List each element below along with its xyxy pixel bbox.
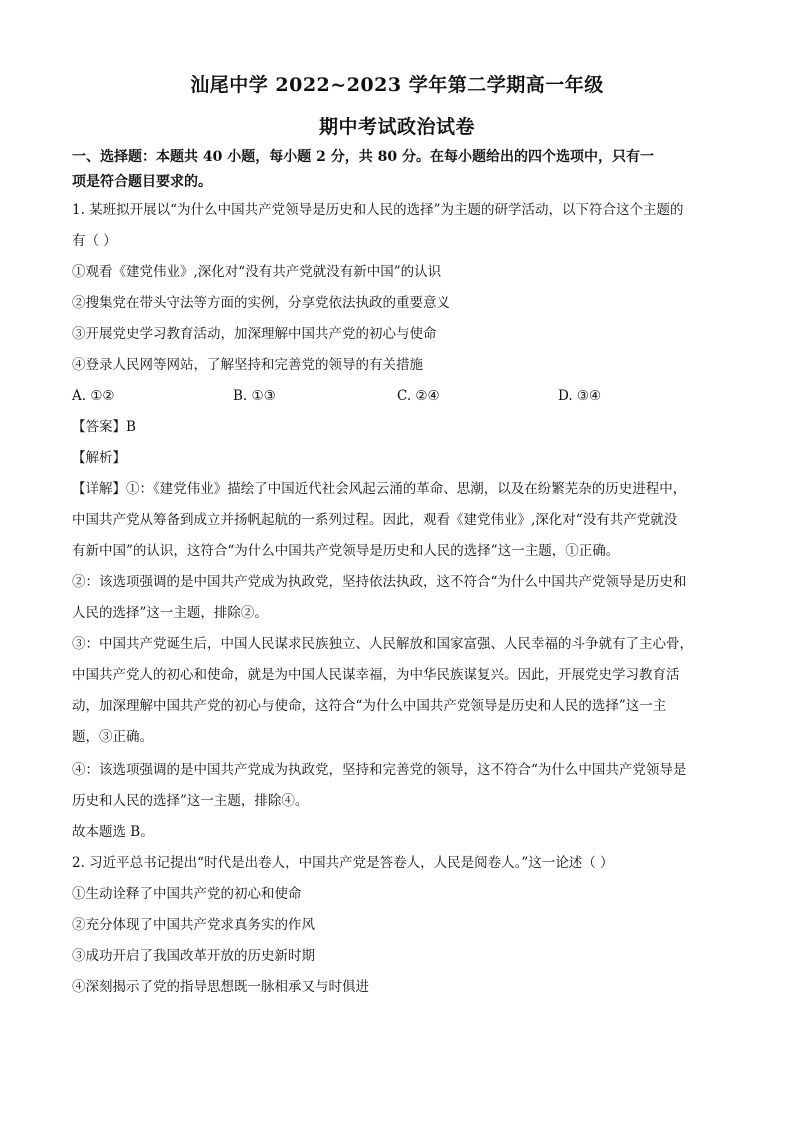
q1-answer: 【答案】B (72, 419, 136, 435)
q1-option-b: B. ①③ (233, 388, 276, 404)
q1-stem-line-2: 有（ ） (72, 233, 117, 249)
q1-item-1: ①观看《建党伟业》,深化对“没有共产党就没有新中国”的认识 (72, 264, 442, 280)
q1-detail-line-2: 中国共产党从筹备到成立并扬帆起航的一系列过程。因此，观看《建党伟业》,深化对“没有共产党就没 (72, 512, 678, 528)
section-heading-line-1: 一、选择题：本题共 40 小题，每小题 2 分，共 80 分。在每小题给出的四个选项中，只有一 (72, 149, 654, 165)
q1-option-a: A. ①② (72, 388, 115, 404)
q1-detail-line-3: 有新中国”的认识，这符合“为什么中国共产党领导是历史和人民的选择”这一主题，①正确。 (72, 543, 620, 559)
q1-item-4: ④登录人民网等网站，了解坚持和完善党的领导的有关措施 (72, 357, 423, 373)
q1-option-c: C. ②④ (397, 388, 440, 404)
page-subtitle: 期中考试政治试卷 (318, 116, 475, 138)
q1-detail-line-6: ③：中国共产党诞生后，中国人民谋求民族独立、人民解放和国家富强、人民幸福的斗争就有了主心骨， (72, 636, 693, 652)
q1-detail-line-12: 故本题选 B。 (72, 824, 154, 840)
q1-option-d: D. ③④ (558, 388, 602, 404)
q1-item-2: ②搜集党在带头守法等方面的实例，分享党依法执政的重要意义 (72, 295, 450, 311)
q1-item-3: ③开展党史学习教育活动，加深理解中国共产党的初心与使命 (72, 326, 437, 342)
q1-detail-line-10: ④：该选项强调的是中国共产党成为执政党，坚持和完善党的领导，这不符合“为什么中国共产党领导是 (72, 762, 687, 778)
page-title: 汕尾中学 2022~2023 学年第二学期高一年级 (190, 74, 604, 96)
q1-stem-line-1: 1. 某班拟开展以“为什么中国共产党领导是历史和人民的选择”为主题的研学活动，以下符合这个主题的 (72, 202, 684, 218)
q1-detail-line-7: 中国共产党人的初心和使命，就是为中国人民谋幸福，为中华民族谋复兴。因此，开展党史学习教育活 (72, 667, 680, 683)
q2-item-2: ②充分体现了中国共产党求真务实的作风 (72, 917, 315, 933)
q2-stem: 2. 习近平总书记提出“时代是出卷人，中国共产党是答卷人，人民是阅卷人。”这一论述（ ） (72, 855, 614, 871)
q2-item-1: ①生动诠释了中国共产党的初心和使命 (72, 886, 302, 902)
q1-detail-line-4: ②：该选项强调的是中国共产党成为执政党，坚持依法执政，这不符合“为什么中国共产党领导是历史和 (72, 574, 687, 590)
q1-analysis-label: 【解析】 (72, 450, 126, 466)
q1-detail-line-5: 人民的选择”这一主题，排除②。 (72, 605, 268, 621)
q2-item-4: ④深刻揭示了党的指导思想既一脉相承又与时俱进 (72, 979, 369, 995)
q1-detail-line-1: 【详解】①：《建党伟业》描绘了中国近代社会风起云涌的革命、思潮，以及在纷繁芜杂的历史进程中， (72, 481, 687, 497)
q1-detail-line-11: 历史和人民的选择”这一主题，排除④。 (72, 793, 309, 809)
q1-detail-line-8: 动，加深理解中国共产党的初心与使命，这符合“为什么中国共产党领导是历史和人民的选择”这一主 (72, 698, 667, 714)
section-heading-line-2: 项是符合题目要求的。 (72, 174, 212, 190)
q2-item-3: ③成功开启了我国改革开放的历史新时期 (72, 948, 315, 964)
q1-detail-line-9: 题，③正确。 (72, 729, 153, 745)
